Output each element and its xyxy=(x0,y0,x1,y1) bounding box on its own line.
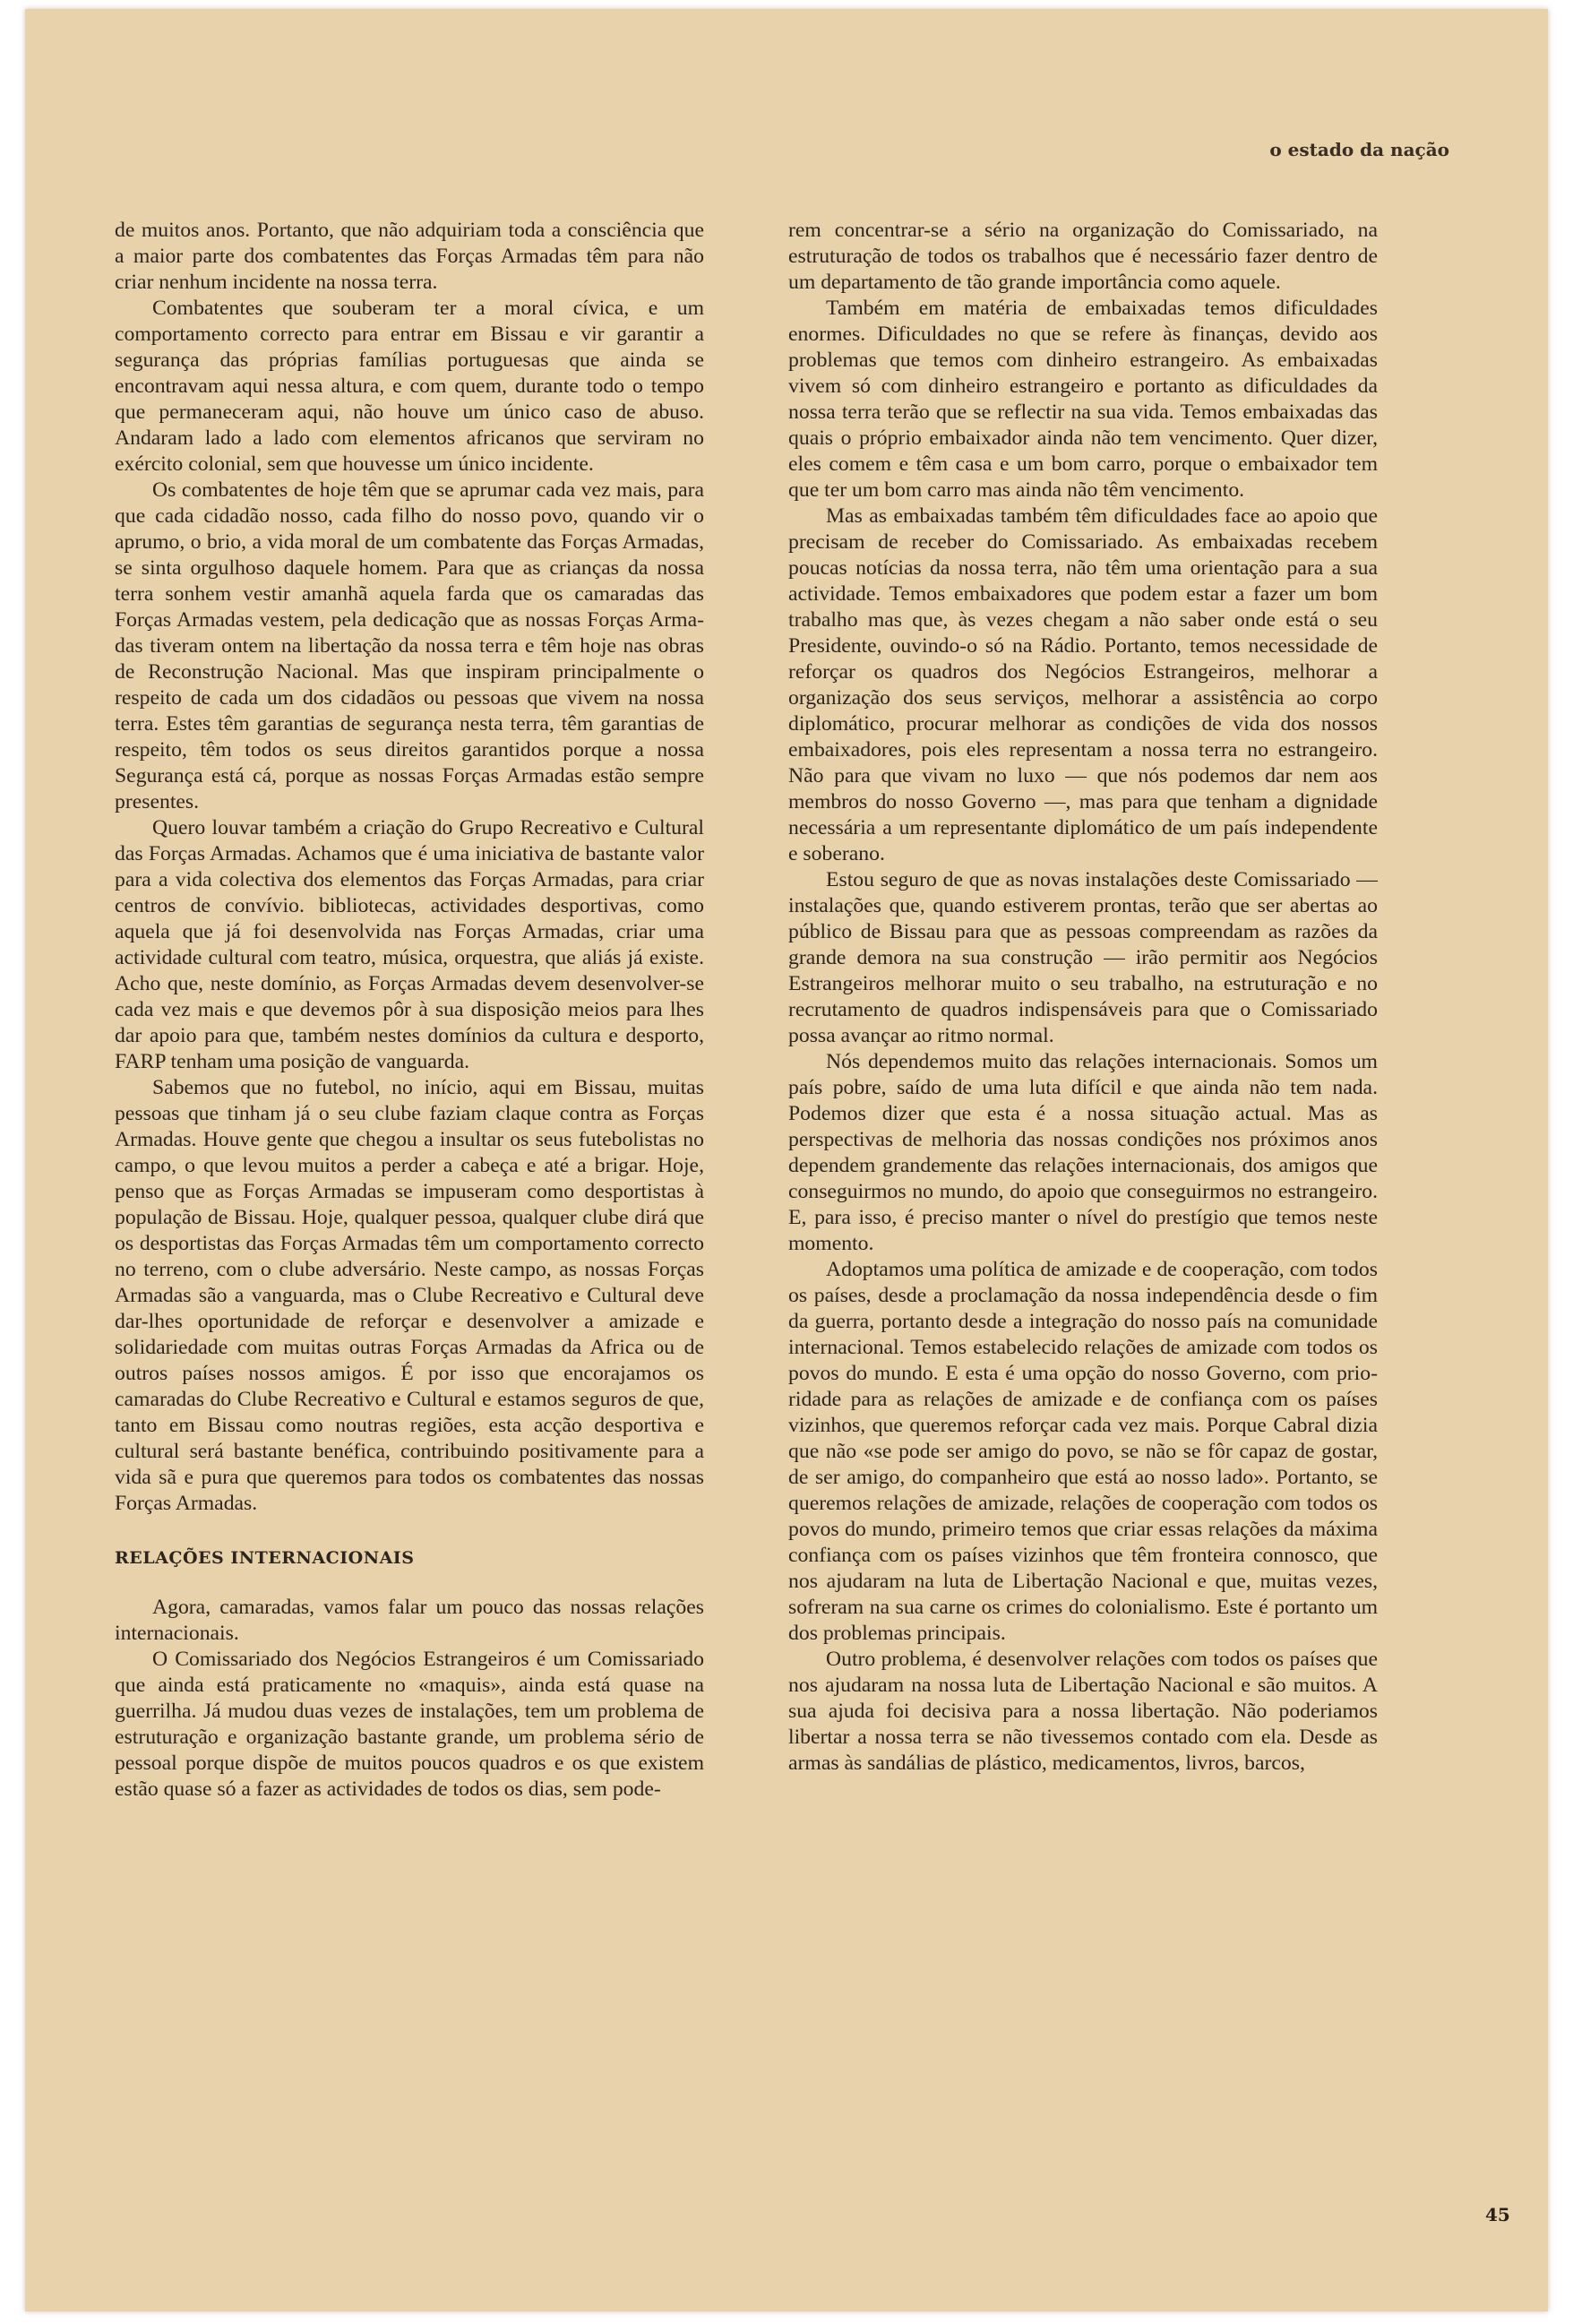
left-column xyxy=(115,218,704,1803)
paragraph: Sabemos que no futebol, no início, aqui em Bissau, muitas pessoas que tinham já o seu clube faziam claque contra as Forças Armadas. Houve gente que chegou a insultar os seus futebolistas no campo, o que levou muitos a perder a cabeça e até a brigar. Hoje, penso que as Forças Armadas se impuseram como desportistas à população de Bissau. Hoje, qualquer pessoa, qualquer clube dirá que os desportistas das Forças Armadas têm um comportamento correcto no terreno, com o clube adversário. Neste campo, as nossas Forças Armadas são a vanguarda, mas o Clube Recreativo e Cultural deve dar-lhes oportunidade de reforçar e desenvolver a amizade e solidariedade com muitas outras Forças Armadas da Africa ou de outros países nossos amigos. É por isso que encorajamos os camaradas do Clube Recreativo e Cultural e estamos seguros de que, tanto em Bissau como noutras regiões, esta acção desportiva e cultural será bastante benéfica, contribuindo positivamente para a vida sã e pura que queremos para todos os combatentes das nossas Forças Armadas. xyxy=(115,1076,704,1515)
paragraph: Agora, camaradas, vamos falar um pouco das nossas relações internacionais. xyxy=(115,1596,704,1645)
paragraph: Também em matéria de embaixadas temos dificuldades enormes. Dificuldades no que se refere às finanças, devido aos problemas que temos com dinheiro estrangeiro. As embaixadas vivem só com dinheiro estrangeiro e portanto as dificuldades da nossa terra terão que se reflectir na sua vida. Temos embaixadas das quais o próprio embaixador ainda não tem vencimento. Quer dizer, eles comem e têm casa e um bom carro, porque o embaixador tem que ter um bom carro mas ainda não têm vencimento. xyxy=(788,297,1378,502)
paragraph: O Comissariado dos Negócios Estrangeiros é um Comissariado que ainda está praticamente no «maquis», ainda está quase na guerrilha. Já mudou duas vezes de instalações, tem um problema de estruturação e organização bastante grande, um problema sério de pessoal porque dispõe de muitos poucos quadros e os que existem estão quase só a fazer as actividades de todos os dias, sem pode- xyxy=(115,1648,704,1801)
paragraph: rem concentrar-se a sério na organização do Comissariado, na estruturação de todos os trabalhos que é necessário fazer dentro de um departamento de tão grande importância como aquele. xyxy=(788,219,1378,294)
paragraph: Combatentes que souberam ter a moral cívica, e um comportamento correcto para entrar em Bissau e vir garantir a segurança das próprias famílias portuguesas que ainda se encontravam aqui nessa altura, e com quem, durante todo o tempo que permaneceram aqui, não houve um único caso de abuso. Andaram lado a lado com elementos africanos que serviram no exército colonial, sem que houvesse um único incidente. xyxy=(115,297,704,476)
paragraph: Estou seguro de que as novas instalações deste Comissariado — instalações que, quando estiverem prontas, terão que ser abertas ao público de Bissau para que as pessoas compreendam as razões da grande demora na sua construção — irão permitir aos Negócios Estrangeiros melhorar muito o seu trabalho, na estruturação e no recrutamento de quadros indispensáveis para que o Comissariado possa avançar ao ritmo normal. xyxy=(788,868,1378,1047)
paragraph: Os combatentes de hoje têm que se aprumar cada vez mais, para que cada cidadão nosso, cada filho do nosso povo, quando vir o aprumo, o brio, a vida moral de um combatente das Forças Armadas, se sinta orgulhoso daquele homem. Para que as crianças da nossa terra sonhem vestir amanhã aquela farda que os camaradas das Forças Armadas vestem, pela dedicação que as nossas Forças Armadas tiveram ontem na libertação da nossa terra e têm hoje nas obras de Reconstrução Nacional. Mas que inspiram principalmente o respeito de cada um dos cidadãos ou pessoas que vivem na nossa terra. Estes têm garantias de segurança nesta terra, têm garantias de respeito, têm todos os seus direitos garantidos porque a nossa Segurança está cá, porque as nossas Forças Armadas estão sempre presentes. xyxy=(115,478,704,813)
paragraph: Adoptamos uma política de amizade e de cooperação, com todos os países, desde a proclamação da nossa independência desde o fim da guerra, portanto desde a integração do nosso país na comunidade internacional. Temos estabelecido relações de amizade com todos os povos do mundo. E esta é uma opção do nosso Governo, com prioridade para as relações de amizade e de confiança com os países vizinhos, que queremos reforçar cada vez mais. Porque Cabral dizia que não «se pode ser amigo do povo, se não se fôr capaz de gostar, de ser amigo, do companheiro que está ao nosso lado». Portanto, se queremos relações de amizade, relações de cooperação com todos os povos do mundo, primeiro temos que criar essas relações da máxima confiança com os países vizinhos que têm fronteira connosco, que nos ajudaram na luta de Libertação Nacional e que, muitas vezes, sofreram na sua carne os crimes do colonialismo. Este é portanto um dos problemas principais. xyxy=(788,1258,1378,1645)
right-column xyxy=(788,218,1378,1777)
page-number: 45 xyxy=(1485,2204,1510,2225)
paragraph: Outro problema, é desenvolver relações com todos os países que nos ajudaram na nossa luta de Libertação Nacional e são muitos. A sua ajuda foi decisiva para a nossa libertação. Não poderiamos libertar a nossa terra se não tivessemos contado com ela. Desde as armas às sandálias de plástico, medicamentos, livros, barcos, xyxy=(788,1648,1378,1775)
paragraph: Nós dependemos muito das relações internacionais. Somos um país pobre, saído de uma luta difícil e que ainda não tem nada. Podemos dizer que esta é a nossa situação actual. Mas as perspectivas de melhoria das nossas condições nos próximos anos dependem grandemente das relações internacionais, dos amigos que conseguirmos no mundo, do apoio que conseguirmos no estrangeiro. E, para isso, é preciso manter o nível do prestígio que temos neste momento. xyxy=(788,1050,1378,1255)
paragraph: Quero louvar também a criação do Grupo Recreativo e Cultural das Forças Armadas. Achamos que é uma iniciativa de bastante valor para a vida colectiva dos elementos das Forças Armadas, para criar centros de convívio. bibliotecas, actividades desportivas, como aquela que já foi desenvolvida nas Forças Armadas, criar uma actividade cultural com teatro, música, orquestra, que aliás já existe. Acho que, neste domínio, as Forças Armadas devem desenvolver-se cada vez mais e que devemos pôr à sua disposição meios para lhes dar apoio para que, também nestes domínios da cultura e desporto, FARP tenham uma posição de vanguarda. xyxy=(115,816,704,1073)
running-title: o estado da nação xyxy=(1269,139,1449,160)
section-heading: RELAÇÕES INTERNACIONAIS xyxy=(115,1548,415,1568)
paragraph: Mas as embaixadas também têm dificuldades face ao apoio que precisam de receber do Comissariado. As embaixadas recebem poucas notícias da nossa terra, não têm uma orientação para a sua actividade. Temos embaixadores que podem estar a fazer um bom trabalho mas que, às vezes chegam a não saber onde está o seu Presidente, ouvindo-o só na Rádio. Portanto, temos necessidade de reforçar os quadros dos Negócios Estrangeiros, melhorar a organização dos seus serviços, melhorar a assistência ao corpo diplomático, procurar melhorar as condições de vida dos nossos embaixadores, pois eles representam a nossa terra no estrangeiro. Não para que vivam no luxo — que nós podemos dar nem aos membros do nosso Governo —, mas para que tenham a dignidade necessária a um representante diplomático de um país independente e soberano. xyxy=(788,504,1378,865)
paragraph: de muitos anos. Portanto, que não adquiriam toda a consciência que a maior parte dos combatentes das Forças Armadas têm para não criar nenhum incidente na nossa terra. xyxy=(115,219,704,294)
magazine-page xyxy=(25,9,1548,2311)
